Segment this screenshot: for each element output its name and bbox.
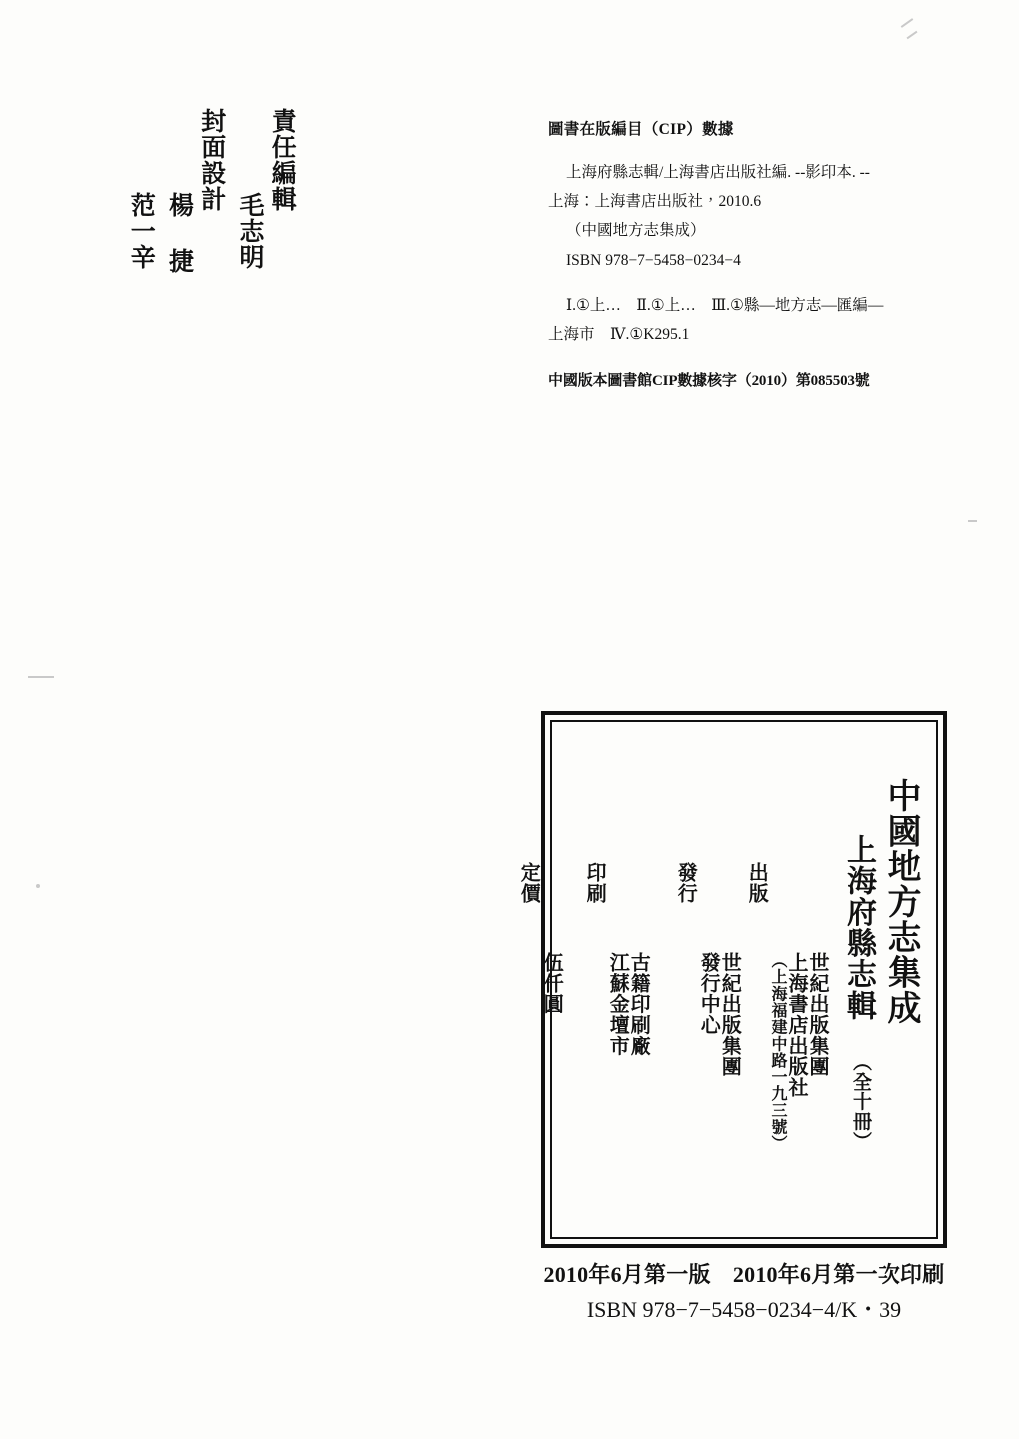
scan-artifact [36,884,40,888]
volume-note: （全十冊） [850,1052,872,1151]
credit-entry [166,108,225,274]
credit-role: 責任編輯 [268,108,298,212]
credit-name: 范一辛 [127,192,157,270]
imprint-value: 世紀出版集團 [806,952,830,1077]
imprint-entry-printer [583,862,652,1056]
imprint-entry-price [517,862,565,1015]
imprint-value: 發行中心 [697,952,722,1036]
imprint-label: 印刷 [583,862,608,904]
imprint-entry-publisher [746,862,828,1152]
printing-info [541,1258,947,1324]
imprint-address: （上海福建中路一九三號） [769,952,788,1152]
isbn-line: ISBN 978−7−5458−0234−4/K・39 [586,1297,902,1322]
spacer [548,276,968,292]
imprint-value: 上海書店出版社 [785,952,809,1098]
cip-line: 上海：上海書店出版社，2010.6 [548,193,762,211]
cip-heading: 圖書在版編目（CIP）數據 [548,121,734,138]
imprint-value: 世紀出版集團 [718,952,743,1077]
colophon-inner-border [517,720,938,1239]
cip-line: 上海府縣志輯/上海書店出版社編. --影印本. -- [566,164,870,182]
scan-artifact [28,676,54,678]
book-title: 上海府縣志輯 [841,834,876,1022]
scan-artifact [901,18,914,28]
cip-registration-number: 中國版本圖書館CIP數據核字（2010）第085503號 [548,372,870,389]
cip-classification-line: 上海市 Ⅳ.①K295.1 [548,325,690,343]
imprint-value: 江蘇金壇市 [606,952,631,1056]
credit-role: 封面設計 [197,108,227,212]
imprint-value: 伍仟圓 [540,952,565,1015]
credit-entry [237,108,296,270]
imprint-entry-distributor [674,862,743,1077]
cip-isbn: ISBN 978−7−5458−0234−4 [566,251,741,269]
credit-name: 毛志明 [236,192,265,270]
imprint-label: 發行 [674,862,699,904]
credit-name: 楊 捷 [165,192,195,274]
cip-block [548,116,968,394]
edition-line: 2010年6月第一版 2010年6月第一次印刷 [543,1262,945,1287]
imprint-entries [498,862,828,1152]
credit-entry [127,108,157,270]
scan-artifact [968,520,977,522]
colophon-box [517,711,947,1248]
cip-line: （中國地方志集成） [566,222,706,240]
editorial-credits [127,108,298,274]
cip-classification-line: Ⅰ.①上… Ⅱ.①上… Ⅲ.①縣—地方志—匯編— [566,296,884,314]
imprint-label: 定價 [517,862,542,904]
imprint-label: 出版 [745,862,770,904]
imprint-value: 古籍印刷廠 [627,952,652,1056]
series-title: 中國地方志集成 [881,778,921,1026]
scan-artifact [907,31,918,40]
